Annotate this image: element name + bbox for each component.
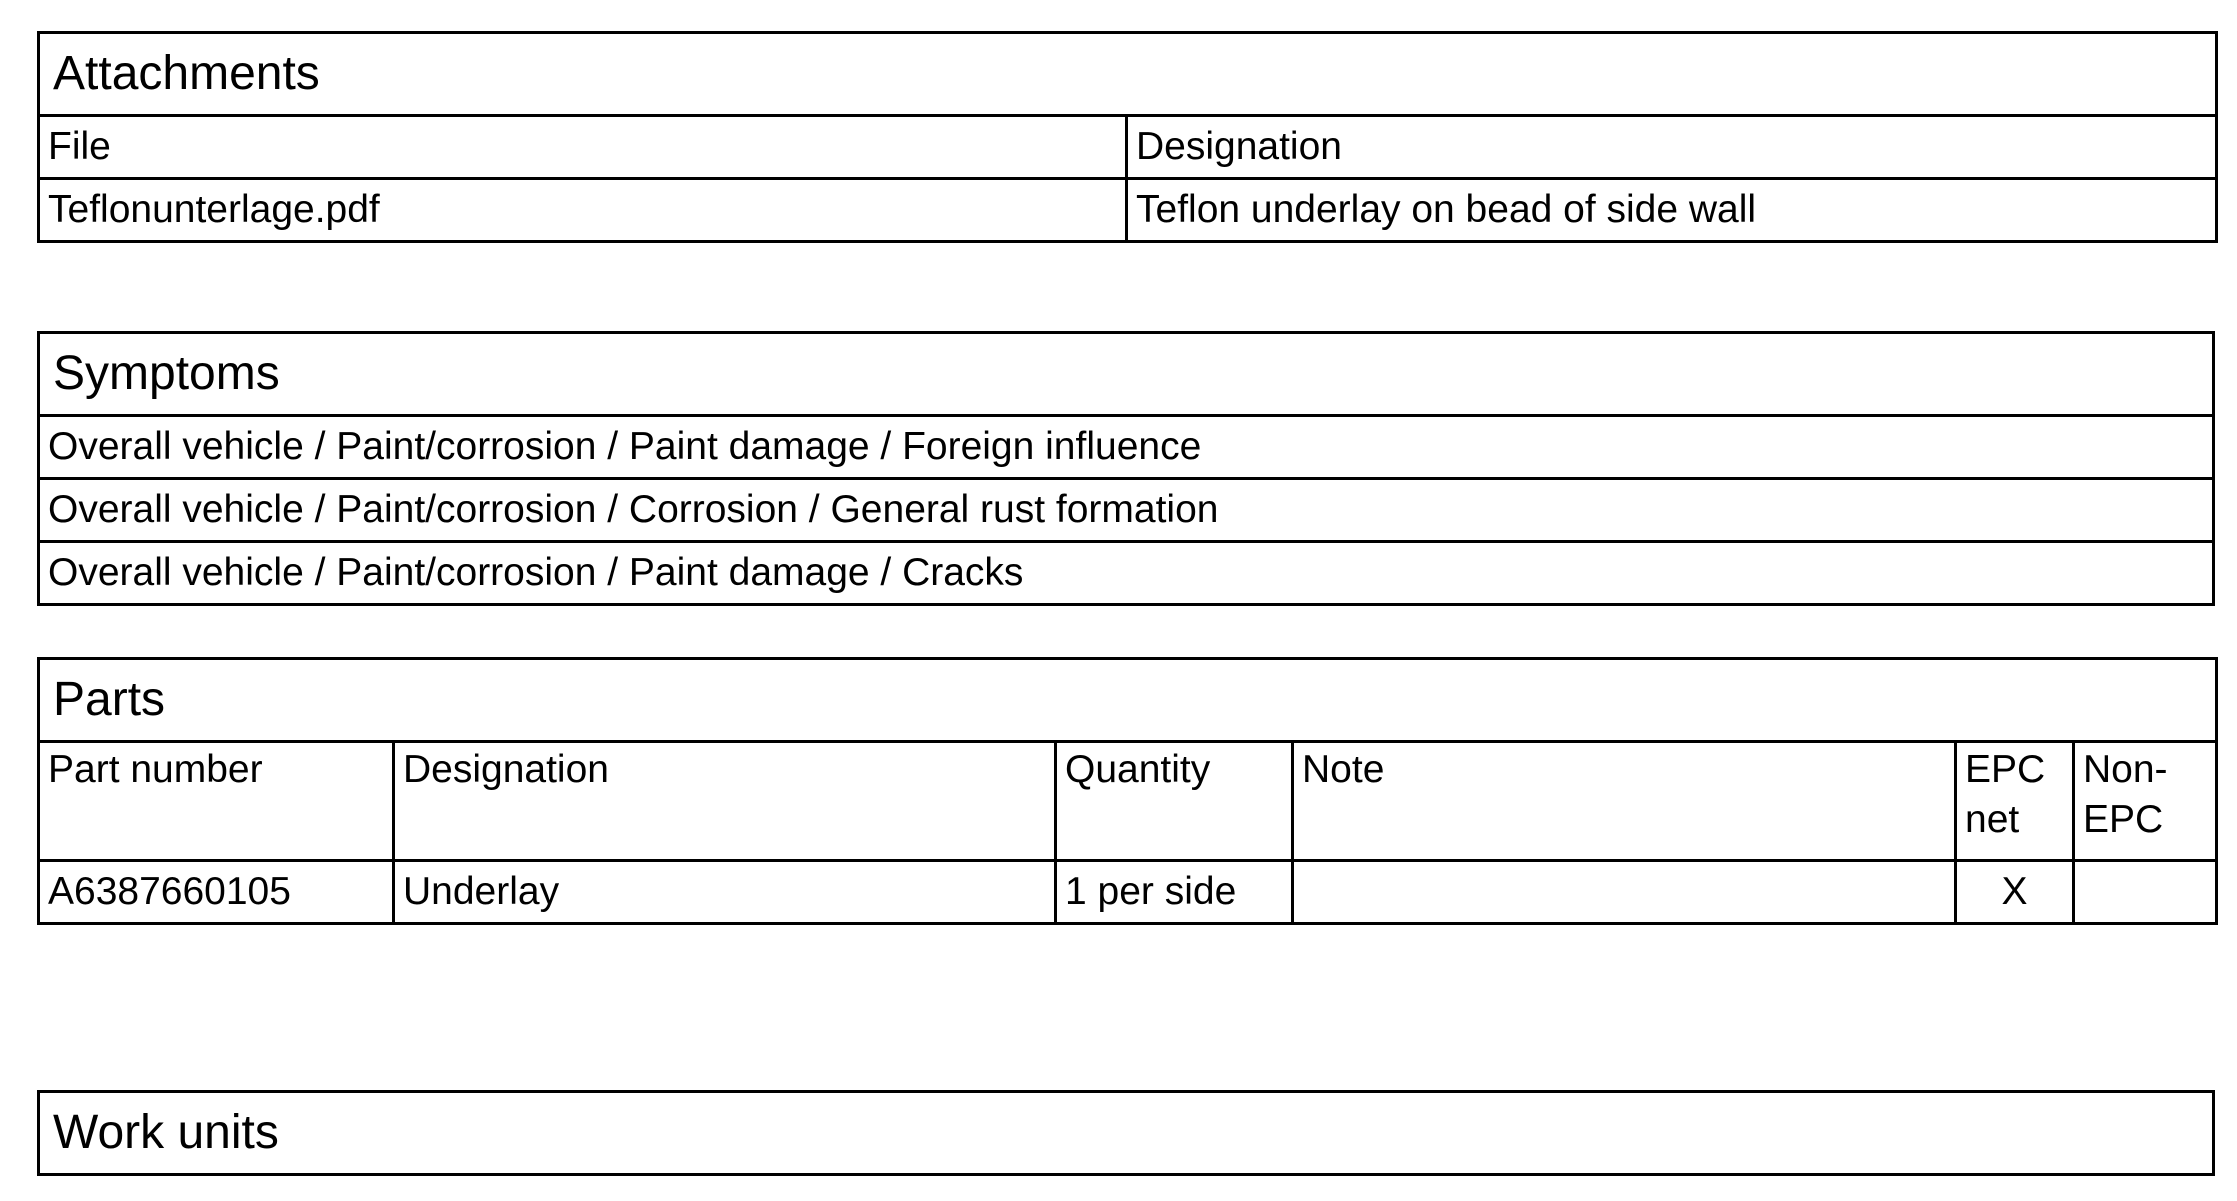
part-note [1293, 861, 1956, 924]
parts-header-note: Note [1293, 742, 1956, 861]
attachment-row [39, 179, 2217, 242]
symptom-item: Overall vehicle / Paint/corrosion / Paint damage / Foreign influence [39, 416, 2214, 479]
symptoms-title: Symptoms [39, 333, 2214, 416]
parts-header-epc-net: EPC net [1956, 742, 2074, 861]
symptom-item: Overall vehicle / Paint/corrosion / Paint damage / Cracks [39, 542, 2214, 605]
parts-header-non-epc: Non-EPC [2074, 742, 2217, 861]
part-quantity: 1 per side [1056, 861, 1293, 924]
attachments-header-designation: Designation [1127, 116, 2217, 179]
attachment-file-link[interactable]: Teflonunterlage.pdf [39, 179, 1127, 242]
work-units-table [37, 1090, 2215, 1176]
symptom-row [39, 542, 2214, 605]
attachments-table [37, 31, 2218, 243]
attachment-designation: Teflon underlay on bead of side wall [1127, 179, 2217, 242]
parts-header-quantity: Quantity [1056, 742, 1293, 861]
parts-header-designation: Designation [394, 742, 1056, 861]
symptoms-table [37, 331, 2215, 606]
attachments-title: Attachments [39, 33, 2217, 116]
part-designation: Underlay [394, 861, 1056, 924]
part-epc-net-mark: X [1956, 861, 2074, 924]
parts-header-part-number: Part number [39, 742, 394, 861]
parts-table [37, 657, 2218, 925]
part-number: A6387660105 [39, 861, 394, 924]
parts-header-row [39, 742, 2217, 861]
work-units-title: Work units [39, 1092, 2214, 1175]
parts-title: Parts [39, 659, 2217, 742]
part-non-epc-mark [2074, 861, 2217, 924]
symptom-row [39, 479, 2214, 542]
attachments-header-file: File [39, 116, 1127, 179]
symptom-row [39, 416, 2214, 479]
symptom-item: Overall vehicle / Paint/corrosion / Corrosion / General rust formation [39, 479, 2214, 542]
part-row [39, 861, 2217, 924]
